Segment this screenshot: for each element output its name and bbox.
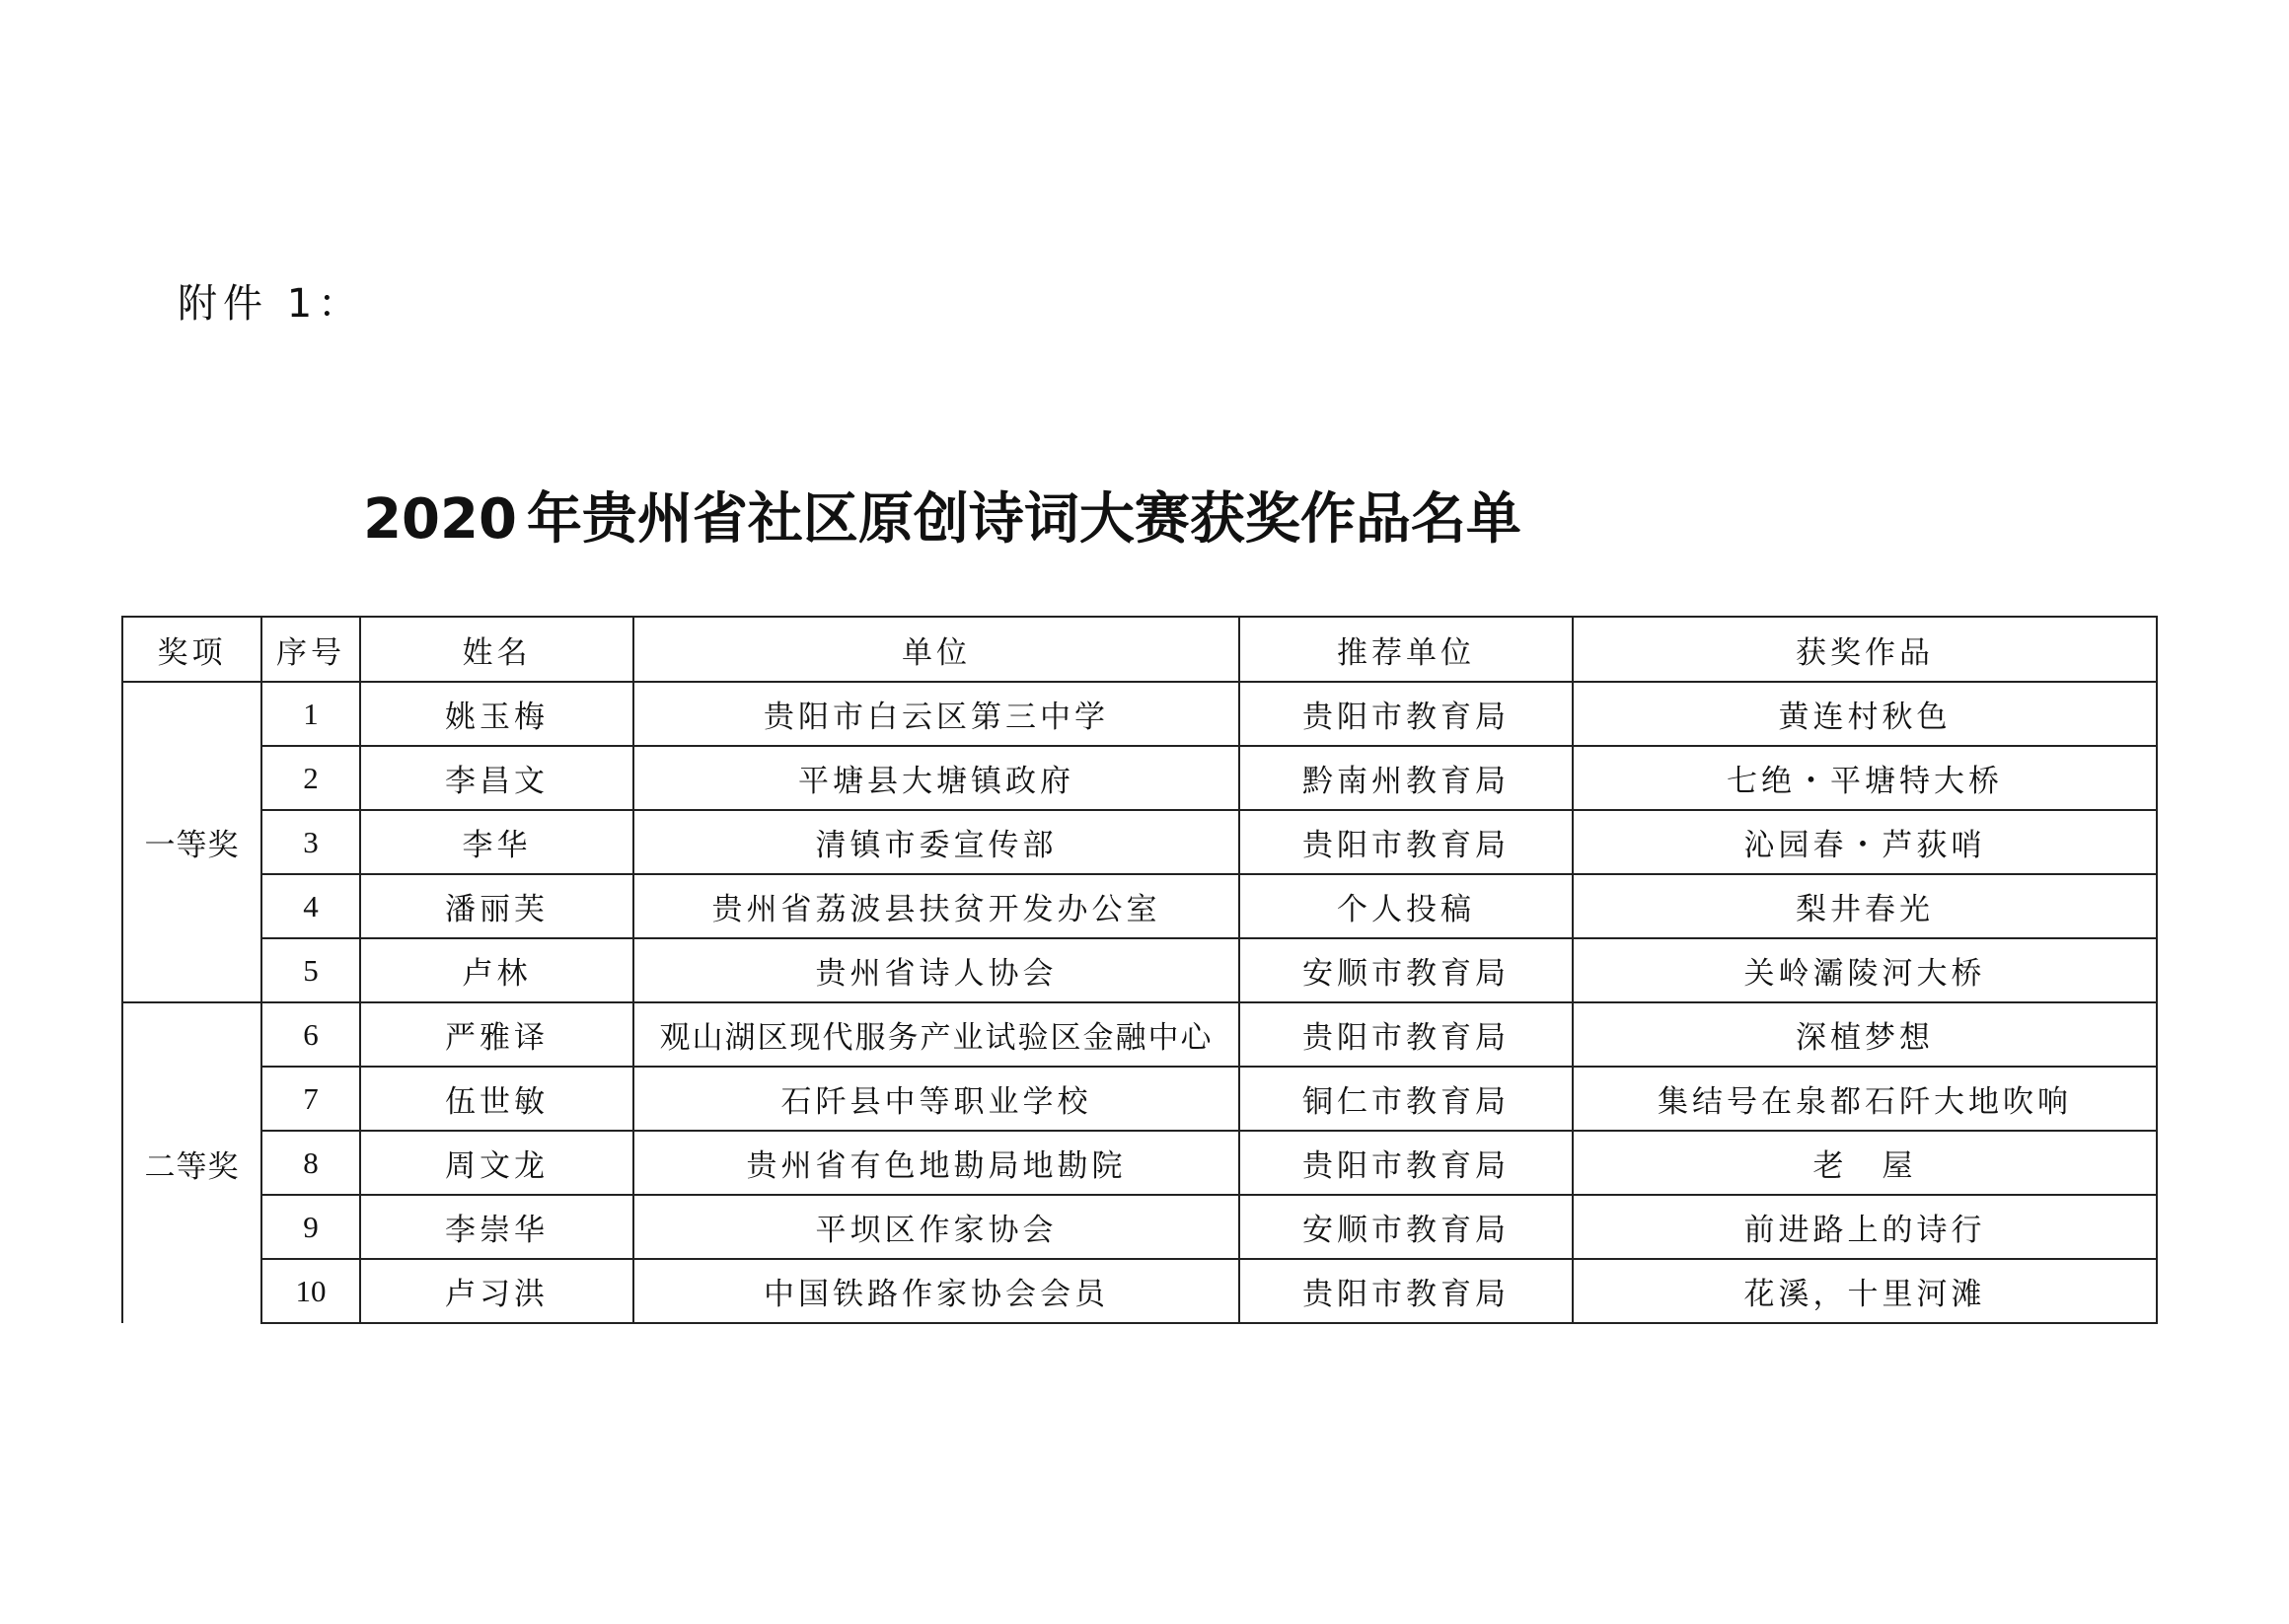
cell-unit: 贵阳市白云区第三中学 bbox=[633, 682, 1239, 746]
cell-name: 卢习洪 bbox=[360, 1259, 633, 1323]
cell-work: 七绝・平塘特大桥 bbox=[1573, 746, 2157, 810]
cell-seq: 7 bbox=[261, 1067, 360, 1131]
awards-table bbox=[121, 616, 2158, 1324]
cell-recommender: 安顺市教育局 bbox=[1239, 938, 1573, 1002]
table-row bbox=[122, 1002, 2157, 1067]
cell-unit: 中国铁路作家协会会员 bbox=[633, 1259, 1239, 1323]
attachment-label: 附件 1： bbox=[178, 281, 364, 327]
cell-name: 李华 bbox=[360, 810, 633, 874]
cell-name: 姚玉梅 bbox=[360, 682, 633, 746]
table-row bbox=[122, 682, 2157, 746]
title-text: 年贵州省社区原创诗词大赛获奖作品名单 bbox=[526, 487, 1521, 552]
table-row bbox=[122, 1067, 2157, 1131]
cell-unit: 观山湖区现代服务产业试验区金融中心 bbox=[633, 1002, 1239, 1067]
header-work: 获奖作品 bbox=[1573, 617, 2157, 682]
cell-unit: 贵州省荔波县扶贫开发办公室 bbox=[633, 874, 1239, 938]
cell-name: 卢林 bbox=[360, 938, 633, 1002]
cell-recommender: 贵阳市教育局 bbox=[1239, 810, 1573, 874]
cell-recommender: 铜仁市教育局 bbox=[1239, 1067, 1573, 1131]
table-row bbox=[122, 874, 2157, 938]
cell-seq: 1 bbox=[261, 682, 360, 746]
header-seq: 序号 bbox=[261, 617, 360, 682]
cell-unit: 平坝区作家协会 bbox=[633, 1195, 1239, 1259]
table-row bbox=[122, 938, 2157, 1002]
cell-recommender: 贵阳市教育局 bbox=[1239, 1131, 1573, 1195]
cell-name: 李崇华 bbox=[360, 1195, 633, 1259]
cell-unit: 平塘县大塘镇政府 bbox=[633, 746, 1239, 810]
cell-recommender: 贵阳市教育局 bbox=[1239, 682, 1573, 746]
cell-recommender: 贵阳市教育局 bbox=[1239, 1259, 1573, 1323]
cell-unit: 贵州省有色地勘局地勘院 bbox=[633, 1131, 1239, 1195]
cell-work: 沁园春・芦荻哨 bbox=[1573, 810, 2157, 874]
cell-work: 老 屋 bbox=[1573, 1131, 2157, 1195]
table-row bbox=[122, 1131, 2157, 1195]
cell-work: 关岭灞陵河大桥 bbox=[1573, 938, 2157, 1002]
cell-recommender: 贵阳市教育局 bbox=[1239, 1002, 1573, 1067]
table-body bbox=[122, 682, 2157, 1323]
cell-seq: 9 bbox=[261, 1195, 360, 1259]
cell-unit: 清镇市委宣传部 bbox=[633, 810, 1239, 874]
cell-recommender: 黔南州教育局 bbox=[1239, 746, 1573, 810]
cell-work: 花溪，十里河滩 bbox=[1573, 1259, 2157, 1323]
cell-seq: 3 bbox=[261, 810, 360, 874]
cell-name: 周文龙 bbox=[360, 1131, 633, 1195]
cell-seq: 8 bbox=[261, 1131, 360, 1195]
title-year: 2020 bbox=[363, 487, 517, 552]
header-name: 姓名 bbox=[360, 617, 633, 682]
cell-work: 深植梦想 bbox=[1573, 1002, 2157, 1067]
cell-work: 集结号在泉都石阡大地吹响 bbox=[1573, 1067, 2157, 1131]
cell-name: 严雅译 bbox=[360, 1002, 633, 1067]
table-row bbox=[122, 746, 2157, 810]
cell-work: 前进路上的诗行 bbox=[1573, 1195, 2157, 1259]
document-title bbox=[0, 476, 1875, 554]
cell-recommender: 个人投稿 bbox=[1239, 874, 1573, 938]
cell-work: 梨井春光 bbox=[1573, 874, 2157, 938]
table-row bbox=[122, 810, 2157, 874]
header-recommender: 推荐单位 bbox=[1239, 617, 1573, 682]
award-level-first: 一等奖 bbox=[122, 682, 261, 1002]
cell-name: 李昌文 bbox=[360, 746, 633, 810]
table-header-row bbox=[122, 617, 2157, 682]
header-award: 奖项 bbox=[122, 617, 261, 682]
cell-work: 黄连村秋色 bbox=[1573, 682, 2157, 746]
cell-unit: 石阡县中等职业学校 bbox=[633, 1067, 1239, 1131]
table-row bbox=[122, 1195, 2157, 1259]
cell-name: 伍世敏 bbox=[360, 1067, 633, 1131]
cell-seq: 6 bbox=[261, 1002, 360, 1067]
cell-seq: 2 bbox=[261, 746, 360, 810]
cell-unit: 贵州省诗人协会 bbox=[633, 938, 1239, 1002]
cell-recommender: 安顺市教育局 bbox=[1239, 1195, 1573, 1259]
table-row bbox=[122, 1259, 2157, 1323]
award-level-second: 二等奖 bbox=[122, 1002, 261, 1323]
cell-seq: 5 bbox=[261, 938, 360, 1002]
cell-seq: 10 bbox=[261, 1259, 360, 1323]
cell-seq: 4 bbox=[261, 874, 360, 938]
header-unit: 单位 bbox=[633, 617, 1239, 682]
cell-name: 潘丽芙 bbox=[360, 874, 633, 938]
